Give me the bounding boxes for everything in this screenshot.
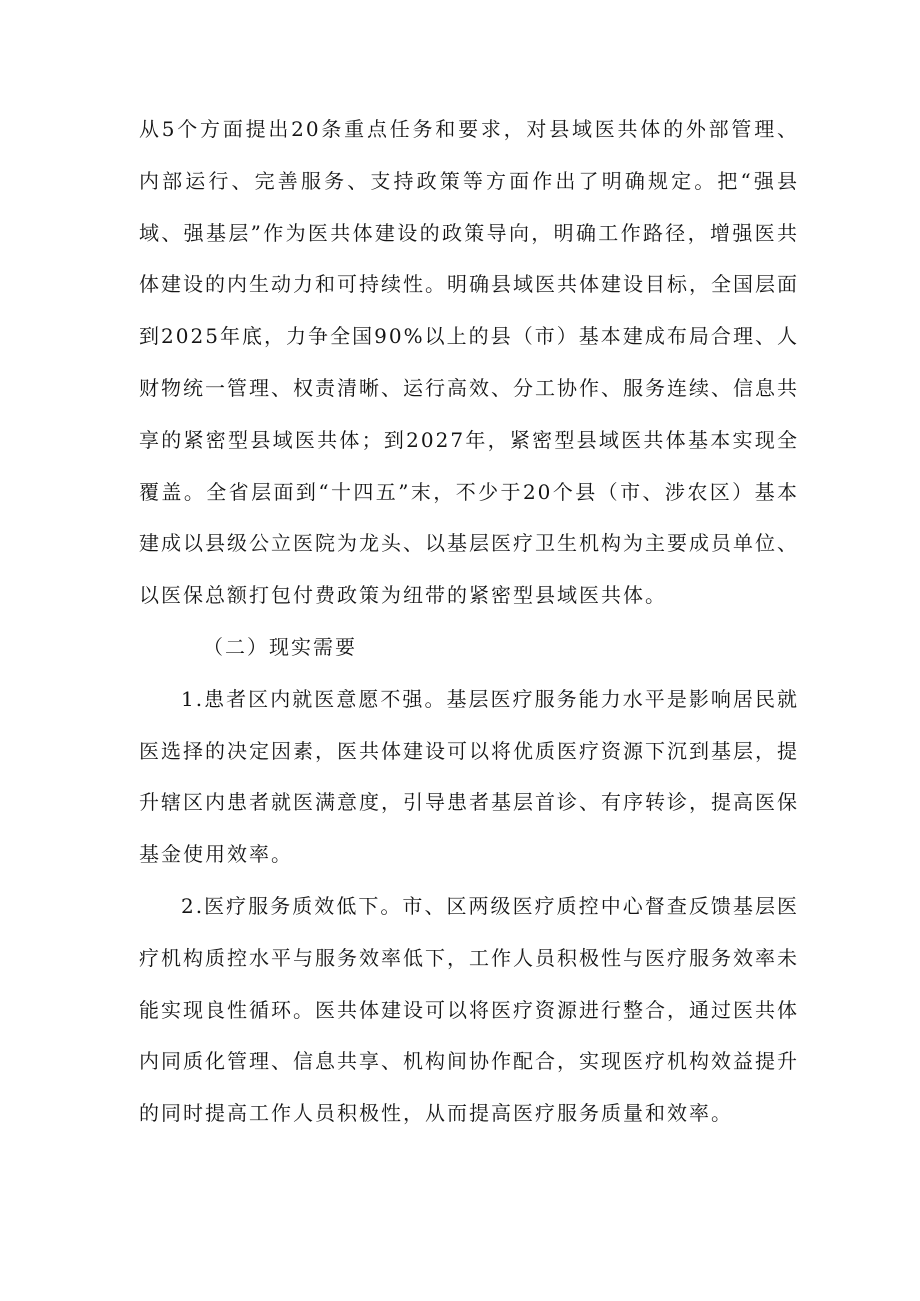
document-body: [139, 104, 799, 1140]
section-heading: （二）现实需要: [203, 634, 357, 659]
paragraph-item-2: 2.医疗服务质效低下。市、区两级医疗质控中心督查反馈基层医疗机构质控水平与服务效率低下，工作人员积极性与医疗服务效率未能实现良性循环。医共体建设可以将医疗资源进行整合，通过医共体内同质化管理、信息共享、机构间协作配合，实现医疗机构效益提升的同时提高工作人员积极性，从而提高医疗服务质量和效率。: [139, 893, 799, 1126]
paragraph-item-1: 1.患者区内就医意愿不强。基层医疗服务能力水平是影响居民就医选择的决定因素，医共体建设可以将优质医疗资源下沉到基层，提升辖区内患者就医满意度，引导患者基层首诊、有序转诊，提高医保基金使用效率。: [139, 686, 799, 867]
paragraph-continuation: 从5个方面提出20条重点任务和要求，对县域医共体的外部管理、内部运行、完善服务、支持政策等方面作出了明确规定。把“强县域、强基层”作为医共体建设的政策导向，明确工作路径，增强医共体建设的内生动力和可持续性。明确县域医共体建设目标，全国层面到2025年底，力争全国90%以上的县（市）基本建成布局合理、人财物统一管理、权责清晰、运行高效、分工协作、服务连续、信息共享的紧密型县域医共体；到2027年，紧密型县域医共体基本实现全覆盖。全省层面到“十四五”末，不少于20个县（市、涉农区）基本建成以县级公立医院为龙头、以基层医疗卫生机构为主要成员单位、以医保总额打包付费政策为纽带的紧密型县域医共体。: [139, 117, 799, 608]
